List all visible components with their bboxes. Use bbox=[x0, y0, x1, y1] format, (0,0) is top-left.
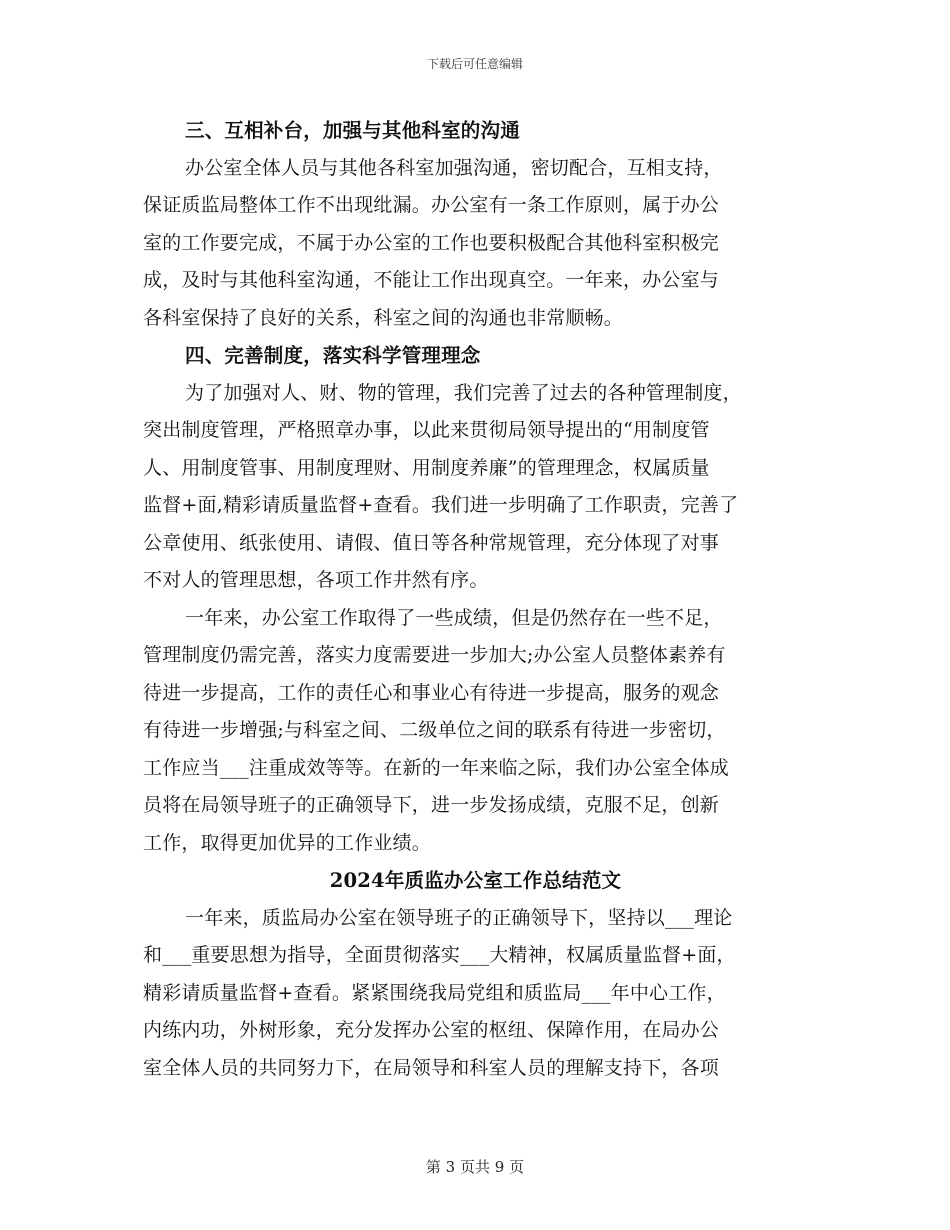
section-heading: 四、完善制度，落实科学管理理念 bbox=[185, 344, 481, 367]
paragraph-line: 人、用制度管事、用制度理财、用制度养廉”的管理理念，权属质量 bbox=[143, 456, 710, 479]
paragraph-line: 内练内功，外树形象，充分发挥办公室的枢纽、保障作用，在局办公 bbox=[143, 1019, 720, 1041]
document-body bbox=[143, 112, 808, 1087]
paragraph-line: 和___重要思想为指导，全面贯彻落实___大精神，权属质量监督+面， bbox=[143, 944, 736, 966]
paragraph-first-line: 一年来，质监局办公室在领导班子的正确领导下，坚持以___理论 bbox=[185, 906, 733, 929]
paragraph-first-line: 一年来，办公室工作取得了一些成绩，但是仍然存在一些不足， bbox=[185, 606, 723, 629]
paragraph-line: 不对人的管理思想，各项工作井然有序。 bbox=[143, 569, 489, 591]
page-footer: 第 3 页共 9 页 bbox=[425, 1158, 525, 1176]
paragraph-line: 员将在局领导班子的正确领导下，进一步发扬成绩，克服不足，创新 bbox=[143, 794, 720, 816]
paragraph-line: 成，及时与其他科室沟通，不能让工作出现真空。一年来，办公室与 bbox=[143, 269, 720, 291]
paragraph-line: 有待进一步增强;与科室之间、二级单位之间的联系有待进一步密切， bbox=[143, 719, 726, 741]
paragraph-line: 各科室保持了良好的关系，科室之间的沟通也非常顺畅。 bbox=[143, 306, 624, 329]
document-title: 2024年质监办公室工作总结范文 bbox=[329, 869, 622, 892]
paragraph-line: 公章使用、纸张使用、请假、值日等各种常规管理，充分体现了对事 bbox=[143, 531, 720, 554]
page-header: 下载后可任意编辑 bbox=[426, 57, 523, 71]
paragraph-first-line: 办公室全体人员与其他各科室加强沟通，密切配合，互相支持， bbox=[185, 156, 723, 179]
paragraph-line: 工作应当___注重成效等等。在新的一年来临之际，我们办公室全体成 bbox=[143, 756, 729, 779]
paragraph-line: 待进一步提高，工作的责任心和事业心有待进一步提高，服务的观念 bbox=[143, 681, 720, 704]
section-heading: 三、互相补台，加强与其他科室的沟通 bbox=[185, 119, 520, 142]
paragraph-line: 突出制度管理，严格照章办事，以此来贯彻局领导提出的“用制度管 bbox=[143, 419, 710, 441]
paragraph-line: 管理制度仍需完善，落实力度需要进一步加大;办公室人员整体素养有 bbox=[143, 644, 726, 666]
paragraph-first-line: 为了加强对人、财、物的管理，我们完善了过去的各种管理制度， bbox=[185, 381, 742, 404]
paragraph-line: 室全体人员的共同努力下，在局领导和科室人员的理解支持下，各项 bbox=[143, 1056, 720, 1079]
paragraph-line: 监督+面,精彩请质量监督+查看。我们进一步明确了工作职责，完善了 bbox=[143, 494, 739, 516]
paragraph-line: 精彩请质量监督+查看。紧紧围绕我局党组和质监局___年中心工作， bbox=[143, 981, 726, 1004]
paragraph-line: 保证质监局整体工作不出现纰漏。办公室有一条工作原则，属于办公 bbox=[143, 194, 720, 216]
paragraph-line: 室的工作要完成，不属于办公室的工作也要积极配合其他科室积极完 bbox=[143, 231, 720, 254]
paragraph-line: 工作，取得更加优异的工作业绩。 bbox=[143, 831, 432, 854]
